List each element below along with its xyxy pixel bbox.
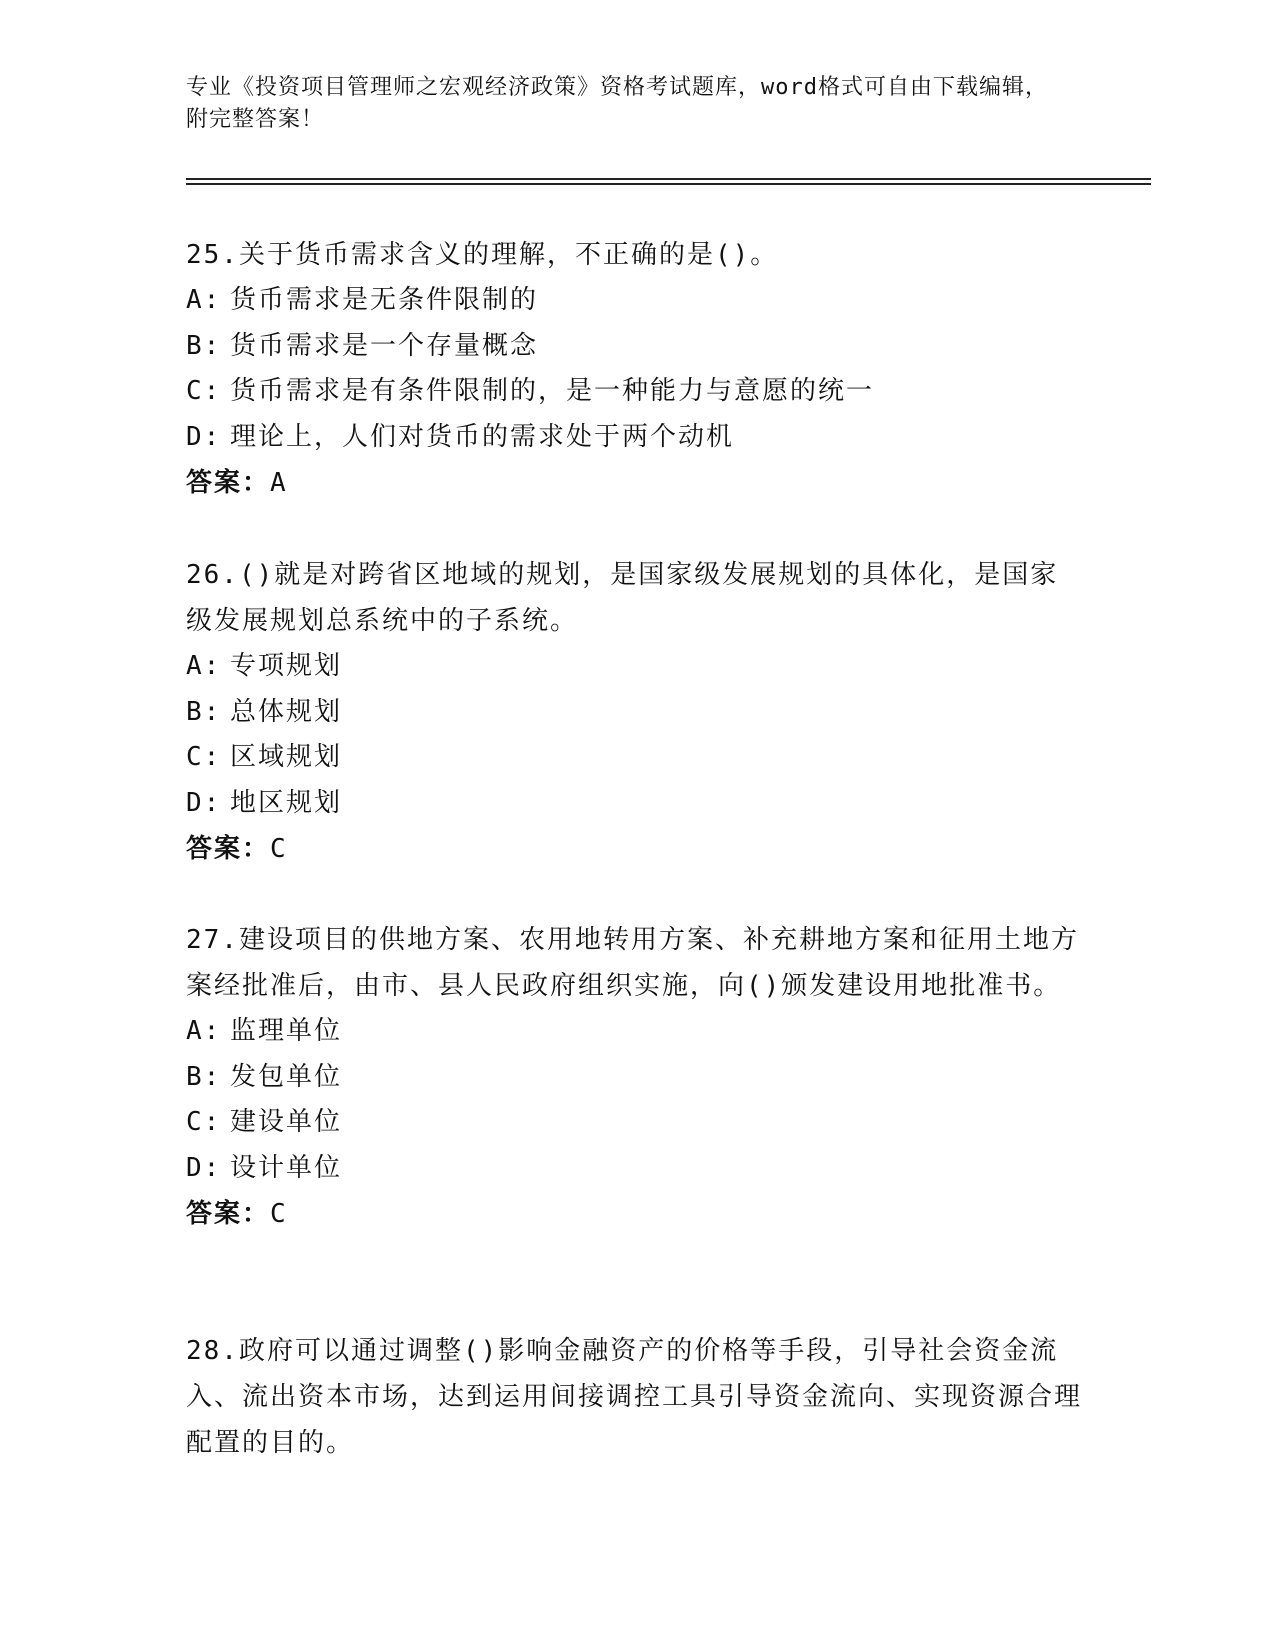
answer-label: 答案： — [186, 834, 271, 864]
option-c — [186, 735, 1086, 781]
option-letter: C: — [186, 1107, 222, 1137]
question-26 — [186, 552, 1086, 872]
question-28 — [186, 1328, 1086, 1466]
option-letter: A: — [186, 285, 222, 315]
option-b — [186, 324, 1086, 370]
answer-value: A — [270, 468, 288, 498]
question-stem: 28.政府可以通过调整()影响金融资产的价格等手段，引导社会资金流入、流出资本市场，达到运用间接调控工具引导资金流向、实现资源合理配置的目的。 — [186, 1336, 1083, 1458]
answer-value: C — [270, 1199, 288, 1229]
option-a — [186, 1009, 1086, 1055]
option-b — [186, 1055, 1086, 1101]
option-letter: D: — [186, 421, 222, 452]
option-letter: D: — [186, 787, 222, 818]
option-text: 货币需求是一个存量概念 — [230, 330, 539, 361]
question-stem: 27.建设项目的供地方案、农用地转用方案、补充耕地方案和征用土地方案经批准后，由市、县人民政府组织实施，向()颁发建设用地批准书。 — [186, 925, 1079, 1001]
header-divider-bottom — [186, 183, 1151, 185]
option-d — [186, 781, 1086, 827]
option-text: 区域规划 — [230, 742, 343, 772]
option-text: 建设单位 — [230, 1107, 343, 1137]
answer-value: C — [270, 834, 288, 864]
question-stem: 25.关于货币需求含义的理解，不正确的是()。 — [186, 240, 779, 270]
option-letter: B: — [186, 1061, 222, 1092]
answer-line — [186, 460, 1086, 506]
option-letter: B: — [186, 696, 222, 727]
option-text: 地区规划 — [230, 787, 343, 818]
option-text: 理论上，人们对货币的需求处于两个动机 — [230, 421, 735, 452]
option-c — [186, 369, 1086, 415]
document-header: 专业《投资项目管理师之宏观经济政策》资格考试题库，word格式可自由下载编辑，附完整答案！ — [186, 75, 1048, 132]
option-text: 货币需求是有条件限制的，是一种能力与意愿的统一 — [230, 376, 875, 406]
question-stem: 26.()就是对跨省区地域的规划，是国家级发展规划的具体化，是国家级发展规划总系统中的子系统。 — [186, 560, 1059, 636]
option-letter: C: — [186, 376, 222, 406]
option-letter: B: — [186, 330, 222, 361]
question-25 — [186, 232, 1086, 506]
option-text: 专项规划 — [230, 651, 343, 681]
option-text: 监理单位 — [230, 1016, 343, 1046]
option-letter: C: — [186, 742, 222, 772]
option-text: 货币需求是无条件限制的 — [230, 285, 539, 315]
question-27 — [186, 917, 1086, 1237]
header-divider-top — [186, 178, 1151, 180]
option-letter: A: — [186, 651, 222, 681]
option-a — [186, 278, 1086, 324]
answer-line — [186, 1191, 1086, 1237]
option-letter: A: — [186, 1016, 222, 1046]
option-text: 发包单位 — [230, 1061, 343, 1092]
answer-line — [186, 826, 1086, 872]
option-d — [186, 1146, 1086, 1192]
option-b — [186, 690, 1086, 736]
option-letter: D: — [186, 1152, 222, 1183]
option-text: 总体规划 — [230, 696, 343, 727]
option-a — [186, 644, 1086, 690]
option-d — [186, 415, 1086, 461]
option-text: 设计单位 — [230, 1152, 343, 1183]
answer-label: 答案： — [186, 1199, 271, 1229]
option-c — [186, 1100, 1086, 1146]
answer-label: 答案： — [186, 468, 271, 498]
